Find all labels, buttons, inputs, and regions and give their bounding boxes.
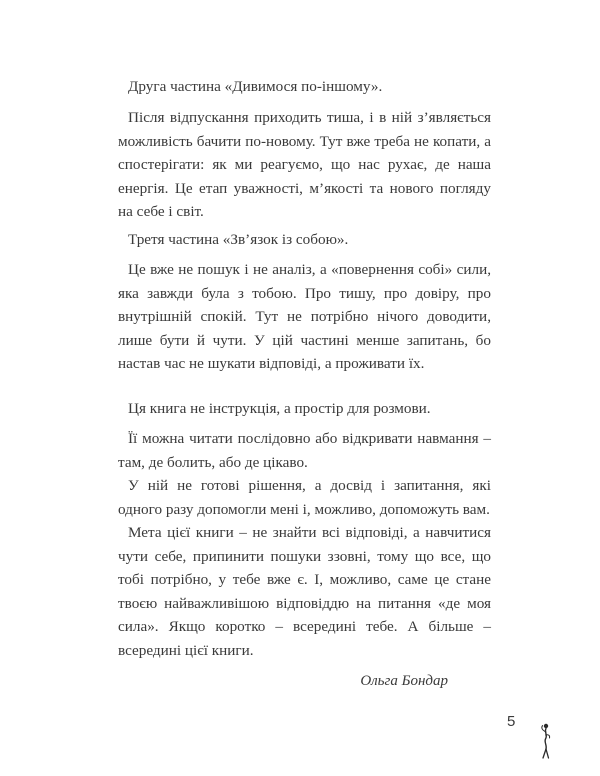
closing-paragraph-1: Її можна читати послідовно або відкривати навмання – там, де болить, або де цікаво. <box>118 430 491 471</box>
second-part-heading: Друга частина «Дивимося по-іншому». <box>128 78 383 95</box>
closing-text-3 <box>118 521 491 662</box>
closing-text-2 <box>118 474 491 521</box>
third-part-text <box>118 258 491 376</box>
third-part-paragraph: Це вже не пошук і не аналіз, а «повернення собі» сили, яка завжди була з тобою. Про тишу, про довіру, про внутрішній спокій. Тут не потрібно нічого доводити, лише бути й чути. У цій частині менше запитань, бо настав час не шукати відповіді, а проживати їх. <box>118 261 491 372</box>
closing-paragraph-3: Мета цієї книги – не знайти всі відповіді, а навчитися чути себе, припинити пошуки ззовні, тому що все, що тобі потрібно, у тебе вже є. І, можливо, саме це стане твоєю найважливішою відповіддю на питання «де моя сила». Якщо коротко – всередині тебе. А більше – всередині цієї книги. <box>118 524 491 659</box>
second-part-paragraph: Після відпускання приходить тиша, і в ній з’являється можливість бачити по-новому. Тут вже треба не копати, а спостерігати: як ми реагуємо, що нас рухає, де наша енергія. Це етап уважності, м’якості та нового погляду на себе і світ. <box>118 109 491 220</box>
closing-paragraph-2: У ній не готові рішення, а досвід і запитання, які одного разу допомогли мені і, можливо, допоможуть вам. <box>118 477 491 518</box>
author-signature: Ольга Бондар <box>360 673 448 689</box>
page-number: 5 <box>507 713 516 730</box>
closing-intro-line: Ця книга не інструкція, а простір для розмови. <box>128 400 431 417</box>
third-part-heading: Третя частина «Зв’язок із собою». <box>128 231 349 248</box>
dancer-figure-icon <box>536 722 556 760</box>
second-part-text <box>118 106 491 224</box>
closing-text-1 <box>118 427 491 474</box>
